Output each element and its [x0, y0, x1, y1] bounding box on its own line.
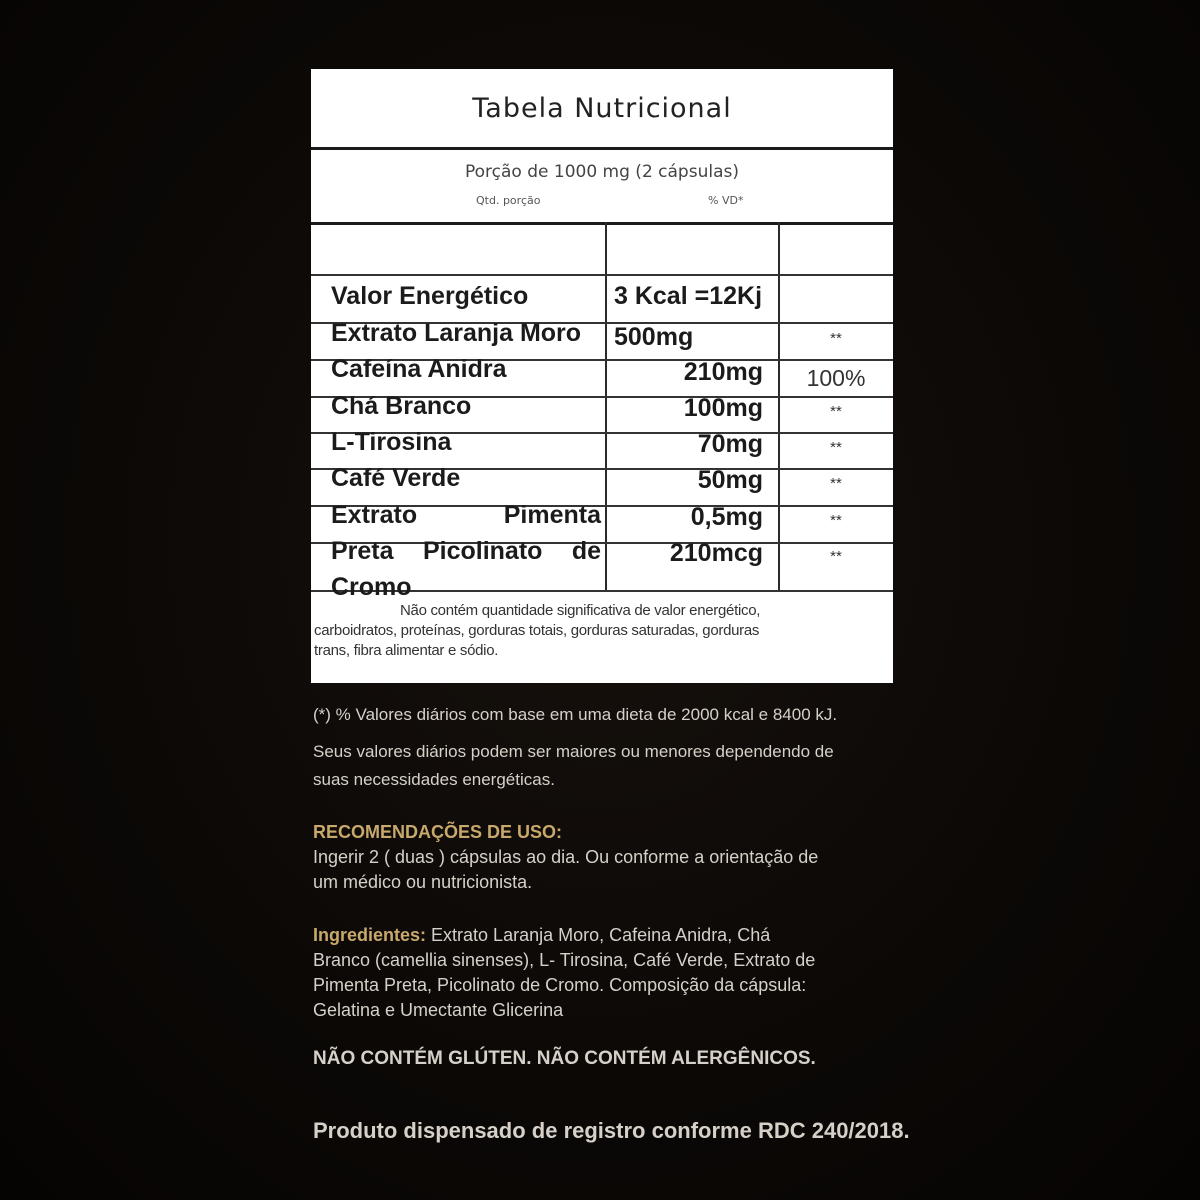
nutrient-qty: 500mg	[614, 323, 694, 351]
note-line: Não contém quantidade significativa de valor energético,	[400, 602, 761, 619]
ingredients-label: Ingredientes:	[313, 925, 427, 945]
portion-size: Porção de 1000 mg (2 cápsulas)	[465, 162, 739, 182]
nutrient-qty: 210mcg	[669, 539, 763, 567]
nutrient-name: Cromo	[331, 573, 412, 601]
note-line: carboidratos, proteínas, gorduras totais, gorduras saturadas, gorduras	[314, 622, 760, 639]
footnote-energy-needs	[313, 738, 913, 794]
nutrient-qty: 3 Kcal =12Kj	[614, 282, 763, 310]
nutrient-qty: 70mg	[697, 430, 763, 458]
row-divider	[311, 274, 893, 276]
registration-notice: Produto dispensado de registro conforme RDC 240/2018.	[313, 1118, 910, 1143]
recommendations-section	[313, 820, 913, 895]
portion-header	[311, 150, 893, 225]
nutrition-table	[311, 69, 893, 683]
nutrient-name: L-Tirosina	[331, 428, 452, 456]
ingredients-text: Gelatina e Umectante Glicerina	[313, 1000, 564, 1020]
nutrient-name: Café Verde	[331, 464, 461, 492]
column-divider	[778, 222, 780, 592]
nutrient-qty: 50mg	[697, 466, 763, 494]
column-divider	[605, 222, 607, 592]
nutrient-vd: **	[830, 439, 842, 456]
ingredients-text: Pimenta Preta, Picolinato de Cromo. Composição da cápsula:	[313, 975, 807, 995]
nutrient-name: Cafeína Anidra	[331, 355, 507, 383]
nutrient-qty: 0,5mg	[690, 503, 763, 531]
nutrient-grid	[311, 222, 893, 659]
footnote-line: Seus valores diários podem ser maiores ou menores dependendo de	[313, 742, 834, 761]
nutrient-vd: **	[830, 330, 842, 347]
nutrient-vd: **	[830, 475, 842, 492]
nutrient-vd: **	[830, 548, 842, 565]
nutrient-name: Extrato Pimenta	[331, 501, 601, 529]
nutrient-qty: 210mg	[683, 358, 763, 386]
column-header-vd: % VD*	[708, 194, 744, 207]
nutrient-vd: **	[830, 512, 842, 529]
footnote-daily-values: (*) % Valores diários com base em uma dieta de 2000 kcal e 8400 kJ.	[313, 705, 838, 724]
recommendations-heading: RECOMENDAÇÕES DE USO:	[313, 822, 563, 842]
table-title: Tabela Nutricional	[311, 69, 893, 150]
nutrient-qty: 100mg	[683, 394, 763, 422]
ingredients-section	[313, 923, 913, 1023]
column-header-qtd: Qtd. porção	[476, 194, 541, 207]
nutrient-name: Chá Branco	[331, 392, 472, 420]
footnote-line: suas necessidades energéticas.	[313, 770, 555, 789]
note-line: trans, fibra alimentar e sódio.	[314, 642, 499, 659]
ingredients-text: Branco (camellia sinenses), L- Tirosina, Café Verde, Extrato de	[313, 950, 816, 970]
ingredients-text: Extrato Laranja Moro, Cafeina Anidra, Chá	[426, 925, 771, 945]
nutrient-vd: 100%	[806, 365, 866, 391]
table-note	[314, 601, 894, 661]
nutrient-name: Extrato Laranja Moro	[331, 319, 582, 347]
nutrient-name: Preta Picolinato de	[331, 537, 601, 565]
recommendations-line: um médico ou nutricionista.	[313, 872, 533, 892]
allergens-notice: NÃO CONTÉM GLÚTEN. NÃO CONTÉM ALERGÊNICOS.	[313, 1048, 816, 1069]
recommendations-line: Ingerir 2 ( duas ) cápsulas ao dia. Ou conforme a orientação de	[313, 847, 819, 867]
nutrient-name: Valor Energético	[331, 282, 529, 310]
nutrient-vd: **	[830, 403, 842, 420]
